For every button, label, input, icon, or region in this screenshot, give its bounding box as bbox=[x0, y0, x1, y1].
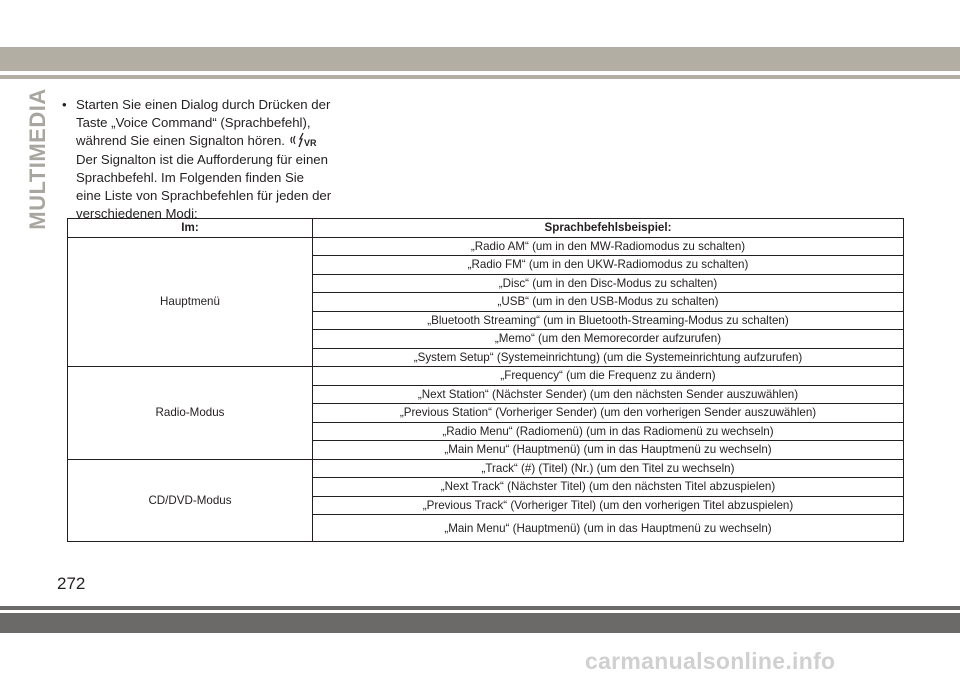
command-cell: „Next Track“ (Nächster Titel) (um den nächsten Titel abzuspielen) bbox=[313, 478, 904, 497]
command-cell: „Main Menu“ (Hauptmenü) (um in das Hauptmenü zu wechseln) bbox=[313, 515, 904, 542]
table-row bbox=[68, 237, 904, 256]
section-label bbox=[23, 88, 53, 230]
command-cell: „Frequency“ (um die Frequenz zu ändern) bbox=[313, 367, 904, 386]
command-cell: „Next Station“ (Nächster Sender) (um den nächsten Sender auszuwählen) bbox=[313, 385, 904, 404]
column-header-mode: Im: bbox=[68, 219, 313, 238]
footer-band bbox=[0, 613, 960, 633]
table-header-row bbox=[68, 219, 904, 238]
voice-recognition-icon bbox=[289, 132, 319, 148]
intro-line: verschiedenen Modi: bbox=[76, 206, 198, 222]
section-label-text: MULTIMEDIA bbox=[25, 88, 50, 230]
command-cell: „Bluetooth Streaming“ (um in Bluetooth-Streaming-Modus zu schalten) bbox=[313, 311, 904, 330]
command-cell: „Radio Menu“ (Radiomenü) (um in das Radiomenü zu wechseln) bbox=[313, 422, 904, 441]
command-cell: „Track“ (#) (Titel) (Nr.) (um den Titel zu wechseln) bbox=[313, 459, 904, 478]
header-rule bbox=[0, 75, 960, 79]
intro-line: Der Signalton ist die Aufforderung für einen bbox=[76, 151, 328, 167]
column-header-command: Sprachbefehlsbeispiel: bbox=[313, 219, 904, 238]
intro-line: Sprachbefehl. Im Folgenden finden Sie bbox=[76, 169, 304, 185]
table-row bbox=[68, 367, 904, 386]
voice-recognition-icon-text: VR bbox=[303, 138, 317, 149]
watermark-text: carmanualsonline.info bbox=[585, 648, 836, 674]
command-cell: „System Setup“ (Systemeinrichtung) (um die Systemeinrichtung aufzurufen) bbox=[313, 348, 904, 367]
bullet-marker: • bbox=[62, 97, 67, 112]
command-cell: „Previous Track“ (Vorheriger Titel) (um den vorherigen Titel abzuspielen) bbox=[313, 496, 904, 515]
intro-paragraph bbox=[62, 96, 334, 223]
command-cell: „Radio FM“ (um in den UKW-Radiomodus zu schalten) bbox=[313, 256, 904, 275]
intro-line: eine Liste von Sprachbefehlen für jeden der bbox=[76, 188, 332, 204]
voice-command-table bbox=[67, 218, 904, 542]
command-cell: „Radio AM“ (um in den MW-Radiomodus zu schalten) bbox=[313, 237, 904, 256]
page-number: 272 bbox=[57, 574, 86, 593]
intro-line: Taste „Voice Command“ (Sprachbefehl), bbox=[76, 115, 311, 131]
intro-line: während Sie einen Signalton hören. bbox=[76, 133, 285, 149]
intro-line: Starten Sie einen Dialog durch Drücken der bbox=[76, 97, 331, 112]
command-cell: „Main Menu“ (Hauptmenü) (um in das Hauptmenü zu wechseln) bbox=[313, 441, 904, 460]
header-band bbox=[0, 47, 960, 71]
command-cell: „Previous Station“ (Vorheriger Sender) (um den vorherigen Sender auszuwählen) bbox=[313, 404, 904, 423]
command-cell: „Disc“ (um in den Disc-Modus zu schalten) bbox=[313, 274, 904, 293]
footer-rule bbox=[0, 606, 960, 610]
command-cell: „Memo“ (um den Memorecorder aufzurufen) bbox=[313, 330, 904, 349]
mode-cell: Hauptmenü bbox=[68, 237, 313, 367]
table-row bbox=[68, 459, 904, 478]
mode-cell: CD/DVD-Modus bbox=[68, 459, 313, 542]
intro-line-with-icon bbox=[76, 132, 334, 150]
command-cell: „USB“ (um in den USB-Modus zu schalten) bbox=[313, 293, 904, 312]
mode-cell: Radio-Modus bbox=[68, 367, 313, 460]
